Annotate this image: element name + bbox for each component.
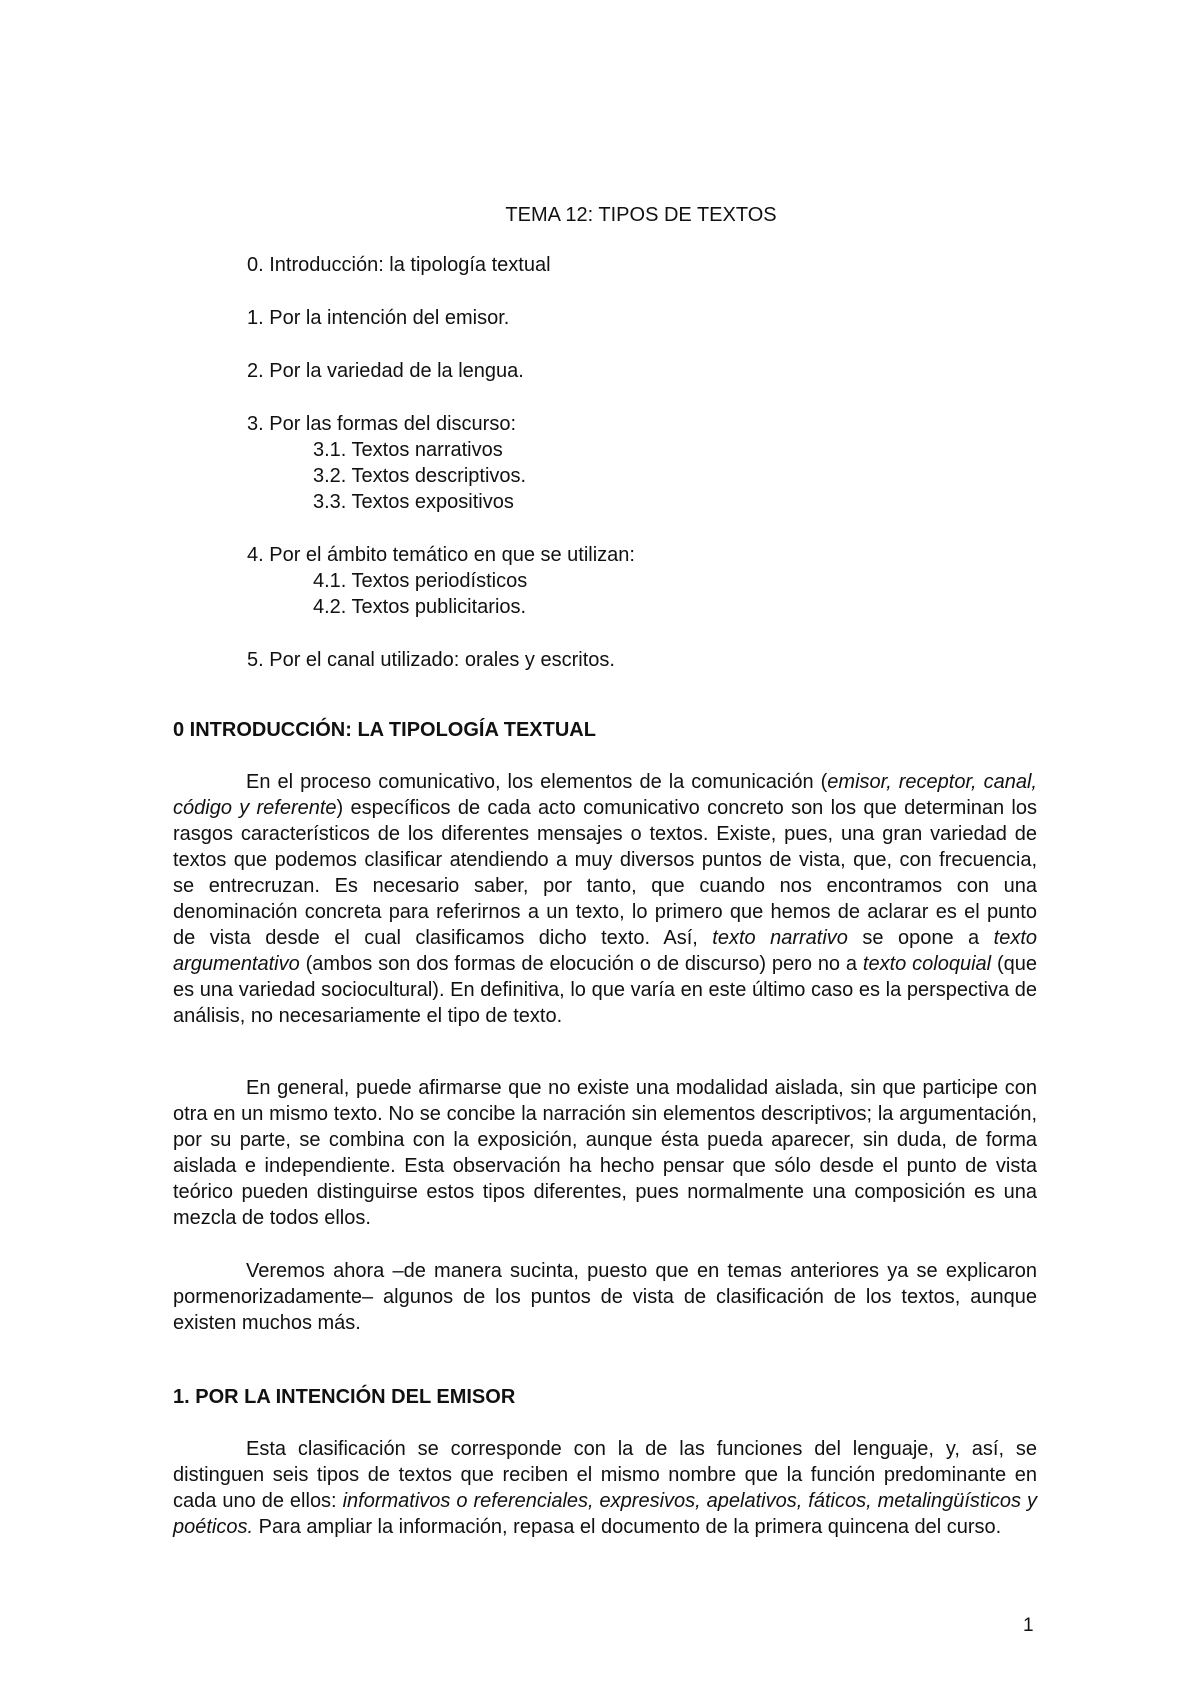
toc-item: 3. Por las formas del discurso: xyxy=(247,413,516,435)
toc-subitem: 4.1. Textos periodísticos xyxy=(313,570,528,592)
italic-run: emisor, receptor, canal, código y referente xyxy=(173,771,1037,819)
italic-run: informativos o referenciales, expresivos, apelativos, fáticos, metalingüísticos y poéticos. xyxy=(173,1490,1037,1538)
toc-item: 1. Por la intención del emisor. xyxy=(247,307,510,329)
section-heading: 1. POR LA INTENCIÓN DEL EMISOR xyxy=(173,1386,516,1408)
toc-subitem: 4.2. Textos publicitarios. xyxy=(313,596,527,618)
italic-run: texto coloquial xyxy=(862,953,992,975)
paragraph xyxy=(173,769,1037,1029)
document-title: TEMA 12: TIPOS DE TEXTOS xyxy=(505,204,777,226)
text-run: Para ampliar la información, repasa el documento de la primera quincena del curso. xyxy=(253,1516,1002,1538)
paragraph: Veremos ahora –de manera sucinta, puesto que en temas anteriores ya se explicaron pormenorizadamente– algunos de los puntos de vista de clasificación de los textos, aunque existen muchos más. xyxy=(173,1260,1037,1334)
toc-item: 4. Por el ámbito temático en que se utilizan: xyxy=(247,544,635,566)
toc-subitem: 3.1. Textos narrativos xyxy=(313,439,503,461)
text-run: En el proceso comunicativo, los elementos de la comunicación ( xyxy=(246,771,828,793)
text-run: Esta clasificación se corresponde con la de las funciones del lenguaje, y, así, se distinguen seis tipos de textos que reciben el mismo nombre que la función predominante en cada uno de ellos: xyxy=(173,1438,1037,1512)
toc-item: 0. Introducción: la tipología textual xyxy=(247,254,551,276)
section-heading: 0 INTRODUCCIÓN: LA TIPOLOGÍA TEXTUAL xyxy=(173,719,596,741)
text-run: (ambos son dos formas de elocución o de discurso) pero no a xyxy=(299,953,863,975)
text-run: ) específicos de cada acto comunicativo concreto son los que determinan los rasgos característicos de los diferentes mensajes o textos. Existe, pues, una gran variedad de textos que podemos clasificar atendiendo a muy diversos puntos de vista, que, con frecuencia, se entrecruzan. Es necesario saber, por tanto, que cuando nos encontramos con una denominación concreta para referirnos a un texto, lo primero que hemos de aclarar es el punto de vista desde el cual clasificamos dicho texto. Así, xyxy=(173,797,1037,949)
toc-item: 2. Por la variedad de la lengua. xyxy=(247,360,524,382)
text-run: (que es una variedad sociocultural). En definitiva, lo que varía en este último caso es la perspectiva de análisis, no necesariamente el tipo de texto. xyxy=(173,953,1037,1027)
text-run: se opone a xyxy=(847,927,994,949)
italic-run: texto narrativo xyxy=(712,927,848,949)
toc-item: 5. Por el canal utilizado: orales y escritos. xyxy=(247,649,615,671)
page-number: 1 xyxy=(1023,1615,1034,1636)
toc-subitem: 3.2. Textos descriptivos. xyxy=(313,465,527,487)
italic-run: texto argumentativo xyxy=(173,927,1037,975)
paragraph: En general, puede afirmarse que no existe una modalidad aislada, sin que participe con otra en un mismo texto. No se concibe la narración sin elementos descriptivos; la argumentación, por su parte, se combina con la exposición, aunque ésta pueda aparecer, sin duda, de forma aislada e independiente. Esta observación ha hecho pensar que sólo desde el punto de vista teórico pueden distinguirse estos tipos diferentes, pues normalmente una composición es una mezcla de todos ellos. xyxy=(173,1077,1037,1229)
paragraph xyxy=(173,1436,1037,1540)
toc-subitem: 3.3. Textos expositivos xyxy=(313,491,514,513)
table-of-contents xyxy=(247,252,635,673)
